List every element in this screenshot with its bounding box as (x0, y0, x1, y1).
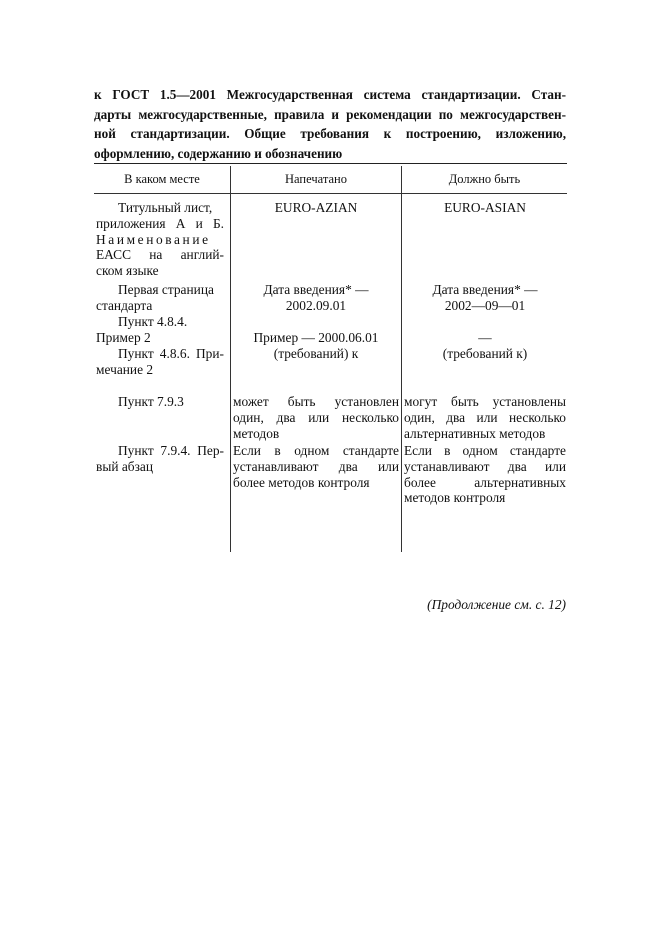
cell-line: Пункт 7.9.4. Пер- (118, 443, 224, 458)
table-top-rule (94, 163, 567, 164)
cell-line: (требований) к (273, 346, 359, 361)
table-row-2-correct (404, 282, 566, 314)
cell-line: ском языке (96, 263, 159, 279)
table-row-6-correct (404, 443, 566, 506)
cell-line: более альтернативных (404, 474, 566, 490)
table-row-5-printed (233, 394, 399, 441)
cell-line: Пункт 7.9.3 (118, 394, 184, 409)
table-header-rule (94, 193, 567, 194)
document-heading (94, 85, 566, 163)
table-row-2-printed (233, 282, 399, 314)
cell-line: Дата введения* — (263, 282, 369, 297)
cell-line: Пункт 4.8.4. (118, 314, 188, 329)
cell-line: Если в одном стандарте (404, 443, 566, 458)
cell-line: мечание 2 (96, 361, 154, 377)
table-row-3-correct (404, 330, 566, 346)
table-row-3-place (96, 314, 224, 346)
heading-line: к ГОСТ 1.5—2001 Межгосударственная система стандартизации. Стан- (94, 87, 566, 102)
cell-line: один, два или несколько (233, 409, 399, 425)
table-column-divider (230, 166, 231, 552)
cell-line: может быть установлен (233, 394, 399, 409)
cell-line: более методов контроля (233, 474, 370, 490)
column-header-place: В каком месте (124, 172, 200, 186)
table-row-4-place (96, 346, 224, 378)
cell-line: устанавливают два или (233, 458, 399, 474)
cell-line: Если в одном стандарте (233, 443, 399, 458)
cell-line: методов контроля (404, 490, 506, 506)
table-row-5-correct (404, 394, 566, 441)
cell-line: стандарта (96, 297, 153, 313)
table-row-3-printed (233, 330, 399, 346)
cell-line: Титульный лист, (118, 200, 213, 215)
heading-line: дарты межгосударственные, правила и рекомендации по межгосударствен- (94, 106, 566, 122)
table-row-6-printed (233, 443, 399, 490)
cell-line: приложения А и Б. (96, 215, 224, 231)
table-row-1-correct (404, 200, 566, 216)
cell-line: ЕАСС на англий- (96, 247, 224, 263)
heading-line: ной стандартизации. Общие требования к построению, изложению, (94, 126, 566, 141)
cell-line: Пункт 4.8.6. При- (118, 346, 224, 361)
cell-line: 2002.09.01 (285, 297, 347, 313)
cell-line: EURO-AZIAN (274, 200, 358, 215)
column-header-printed: Напечатано (285, 172, 347, 186)
cell-line: 2002—09—01 (444, 297, 526, 313)
table-row-4-correct (404, 346, 566, 362)
cell-line: (требований к) (442, 346, 528, 361)
column-header-correct: Должно быть (448, 172, 521, 186)
cell-line: Наименование (96, 231, 211, 247)
continuation-note: (Продолжение см. с. 12) (427, 597, 566, 612)
cell-line: Пример 2 (96, 329, 151, 345)
cell-line: EURO-ASIAN (444, 200, 526, 215)
table-column-divider (401, 166, 402, 552)
table-row-1-printed (233, 200, 399, 216)
table-row-1-place (96, 200, 224, 279)
table-row-6-place (96, 443, 224, 475)
cell-line: могут быть установлены (404, 394, 566, 409)
table-row-4-printed (233, 346, 399, 362)
cell-line: один, два или несколько (404, 409, 566, 425)
cell-line: методов (233, 425, 280, 441)
heading-line: оформлению, содержанию и обозначению (94, 145, 343, 161)
cell-line: — (478, 330, 492, 345)
cell-line: устанавливают два или (404, 458, 566, 474)
table-row-2-place (96, 282, 224, 314)
cell-line: Первая страница (118, 282, 214, 297)
cell-line: Дата введения* — (432, 282, 538, 297)
cell-line: Пример — 2000.06.01 (253, 330, 379, 345)
cell-line: альтернативных методов (404, 425, 546, 441)
cell-line: вый абзац (96, 458, 153, 474)
table-row-5-place (96, 394, 224, 410)
